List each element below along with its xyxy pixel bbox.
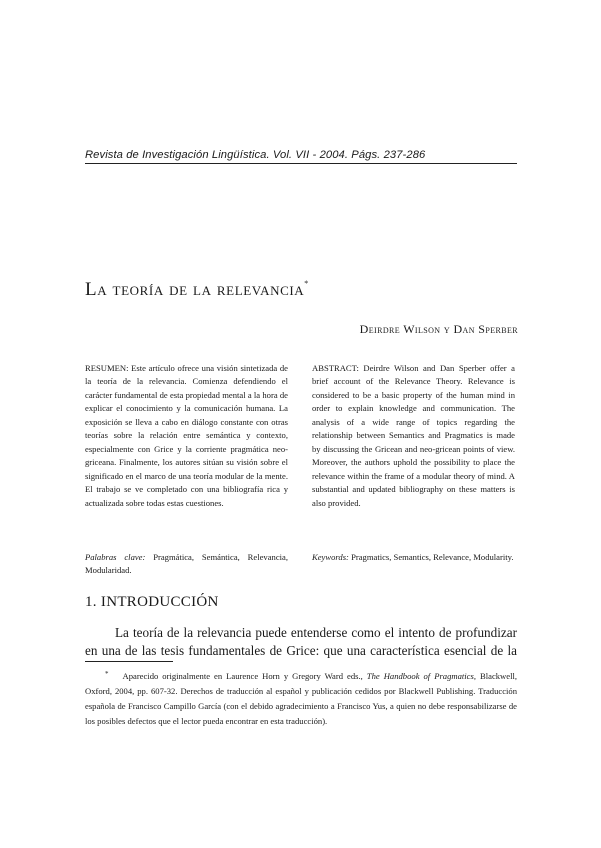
resumen-keywords (85, 551, 288, 578)
section-heading: 1. INTRODUCCIÓN (85, 594, 219, 610)
footnote-book-title: The Handbook of Pragmatics (366, 671, 474, 681)
footnote (85, 667, 517, 729)
abstract-keywords-list: Pragmatics, Semantics, Relevance, Modularity. (351, 552, 514, 562)
journal-header: Revista de Investigación Lingüística. Vol. VII - 2004. Págs. 237-286 (85, 149, 517, 164)
resumen-block (85, 362, 288, 510)
footnote-divider (85, 661, 173, 662)
abstract-keywords (312, 551, 515, 564)
footnote-text-before: Aparecido originalmente en Laurence Horn y Gregory Ward eds., (122, 671, 367, 681)
resumen-keywords-list: Pragmática, Semántica, Relevancia, Modularidad. (85, 552, 288, 576)
article-authors: Deirdre Wilson y Dan Sperber (359, 322, 518, 336)
footnote-text-after: , Blackwell, Oxford, 2004, pp. 607-32. Derechos de traducción al español y publicación cedidos por Blackwell Publishing. Traducción española de Francisco Campillo García (con el debido agradecimiento a Francisco Yus, a quien no debe responsabilizarse de los posibles defectos que el lector pueda encontrar en esta traducción). (85, 671, 517, 726)
title-footnote-mark: * (304, 279, 309, 288)
intro-paragraph: La teoría de la relevancia puede entenderse como el intento de profundizar en una de las tesis fundamentales de Grice: que una característica esencial de la (85, 625, 517, 658)
footnote-mark: * (105, 670, 109, 678)
article-title-text: La teoría de la relevancia (85, 279, 305, 300)
abstract-text: ABSTRACT: Deirdre Wilson and Dan Sperber offer a brief account of the Relevance Theory. Relevance is considered to be a basic property of the human mind in order to explain knowledge and communication. The analysis of a wide range of topics regarding the relationship between Semantics and Pragmatics is made by discussing the Gricean and neo-gricean points of view. Moreover, the authors uphold the possibility to place the relevance within the frame of a modular theory of mind. A substantial and updated bibliography on these matters is also provided. (312, 363, 515, 508)
abstract-block (312, 362, 515, 510)
resumen-keywords-label: Palabras clave: (85, 552, 146, 562)
resumen-text: RESUMEN: Este artículo ofrece una visión sintetizada de la teoría de la relevancia. Comienza defendiendo el carácter fundamental de esta propiedad mental a la hora de explicar el conocimiento y la comunicación humana. La exposición se lleva a cabo en diálogo constante con otras teorías sobre la relación entre semántica y contexto, especialmente con Grice y la corriente pragmática neo-griceana. Finalmente, los autores sitúan su visión sobre el significado en el marco de una teoría modular de la mente. El trabajo se ve completado con una bibliografía rica y actualizada sobre todas estas cuestiones. (85, 363, 288, 508)
abstract-keywords-label: Keywords: (312, 552, 349, 562)
article-title (85, 279, 525, 301)
